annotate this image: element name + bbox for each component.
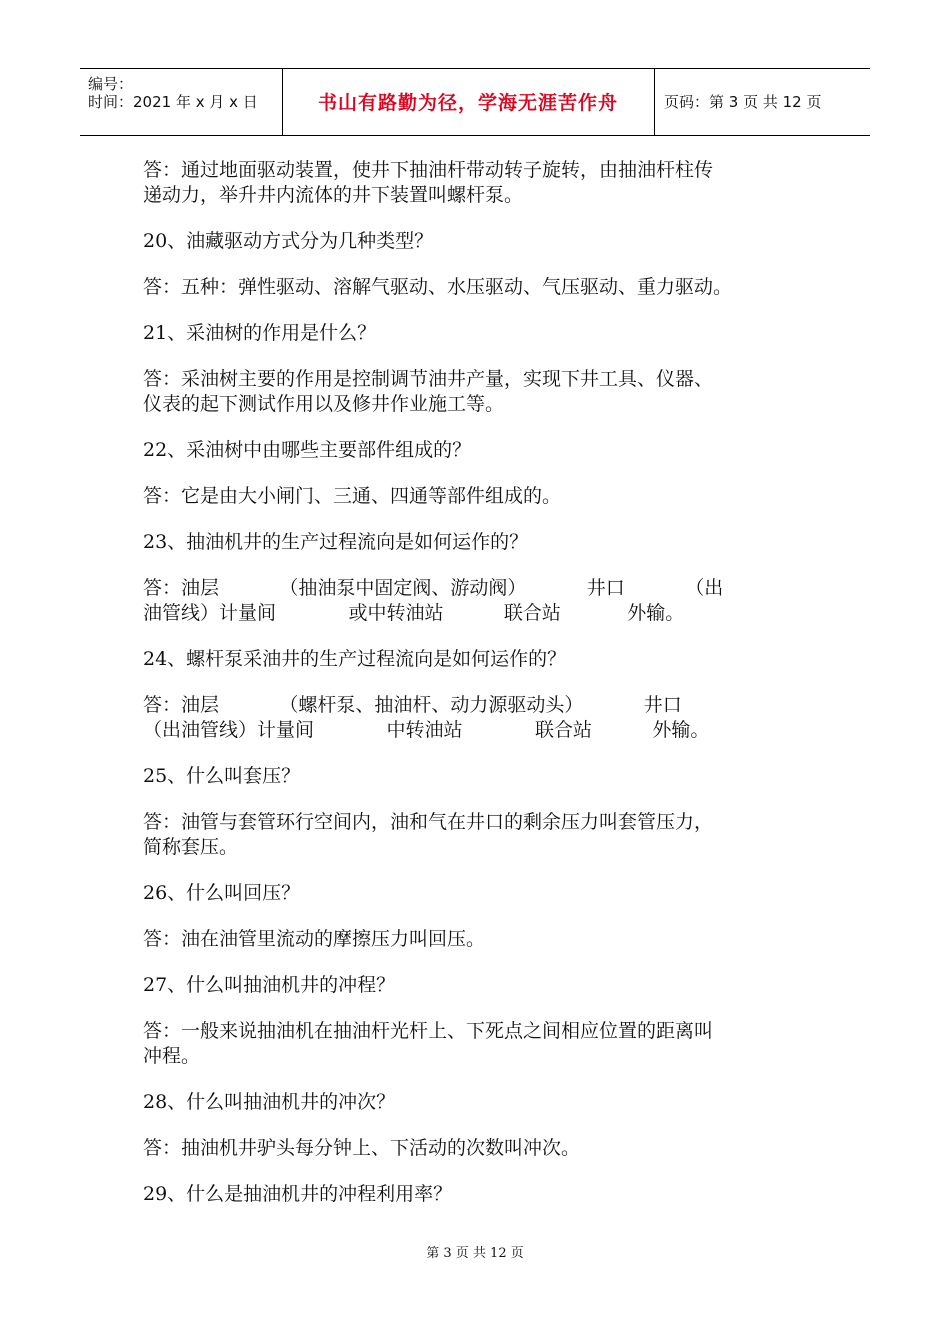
question-28: 28、什么叫抽油机井的冲次？ [143, 1091, 396, 1113]
question-27: 27、什么叫抽油机井的冲程？ [143, 974, 396, 996]
page-info: 页码：第 3 页 共 12 页 [664, 93, 822, 111]
answer-26: 答：油在油管里流动的摩擦压力叫回压。 [143, 928, 486, 950]
question-24: 24、螺杆泵采油井的生产过程流向是如何运作的？ [143, 648, 567, 670]
answer-25-line-2: 简称套压。 [143, 836, 239, 858]
question-29: 29、什么是抽油机井的冲程利用率？ [143, 1183, 453, 1205]
question-23: 23、抽油机井的生产过程流向是如何运作的？ [143, 531, 529, 553]
answer-line: 递动力，举升井内流体的井下装置叫螺杆泵。 [143, 184, 524, 206]
page-footer: 第 3 页 共 12 页 [426, 1246, 524, 1261]
answer-24-line-2: （出油管线）计量间 中转油站 联合站 外输。 [143, 719, 710, 741]
question-20: 20、油藏驱动方式分为几种类型？ [143, 230, 434, 252]
answer-line: 答：通过地面驱动装置，使井下抽油杆带动转子旋转，由抽油杆柱传 [143, 159, 714, 181]
question-25: 25、什么叫套压？ [143, 765, 301, 787]
header-meta-cell [80, 69, 283, 135]
answer-25-line-1: 答：油管与套管环行空间内，油和气在井口的剩余压力叫套管压力， [143, 811, 714, 833]
time-line: 时间：2021 年 x 月 x 日 [88, 93, 258, 111]
header-motto-cell [282, 69, 655, 135]
answer-28: 答：抽油机井驴头每分钟上、下活动的次数叫冲次。 [143, 1137, 581, 1159]
answer-21-line-2: 仪表的起下测试作用以及修井作业施工等。 [143, 393, 505, 415]
answer-22: 答：它是由大小闸门、三通、四通等部件组成的。 [143, 485, 562, 507]
answer-21-line-1: 答：采油树主要的作用是控制调节油井产量，实现下井工具、仪器、 [143, 368, 714, 390]
question-26: 26、什么叫回压？ [143, 882, 301, 904]
question-22: 22、采油树中由哪些主要部件组成的？ [143, 439, 472, 461]
answer-20: 答：五种：弹性驱动、溶解气驱动、水压驱动、气压驱动、重力驱动。 [143, 276, 733, 298]
document-body [143, 158, 803, 1207]
page-header [80, 68, 870, 136]
code-label: 编号： [88, 75, 134, 93]
answer-23-line-2: 油管线）计量间 或中转油站 联合站 外输。 [143, 602, 685, 624]
answer-27-line-2: 冲程。 [143, 1045, 201, 1067]
motto: 书山有路勤为径，学海无涯苦作舟 [317, 92, 618, 114]
header-page-cell [654, 69, 870, 135]
answer-23-line-1: 答：油层 （抽油泵中固定阀、游动阀） 井口 （出 [143, 577, 724, 599]
answer-27-line-1: 答：一般来说抽油机在抽油杆光杆上、下死点之间相应位置的距离叫 [143, 1020, 714, 1042]
question-21: 21、采油树的作用是什么？ [143, 322, 377, 344]
answer-24-line-1: 答：油层 （螺杆泵、抽油杆、动力源驱动头） 井口 [143, 694, 682, 716]
